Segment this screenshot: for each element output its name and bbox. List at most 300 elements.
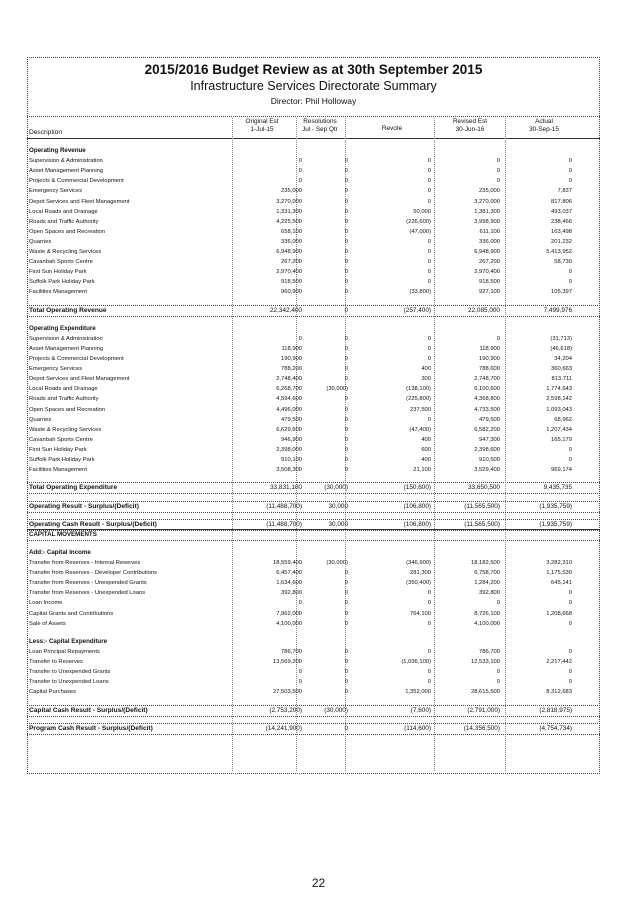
row-label: Local Roads and Drainage xyxy=(29,386,98,393)
cell-actual: (1,935,759) xyxy=(539,520,572,528)
table-row xyxy=(27,287,600,297)
cell-resolutions: 0 xyxy=(344,590,348,597)
cell-original-est: 3,508,300 xyxy=(276,467,302,474)
cell-actual: 0 xyxy=(568,669,572,676)
cell-revised-est: 918,500 xyxy=(479,279,500,286)
row-label: Supervision & Administration xyxy=(29,335,103,342)
section-rule xyxy=(27,540,600,541)
cell-revised-est: 479,500 xyxy=(479,416,500,423)
cell-revote: 300 xyxy=(421,376,431,383)
row-label: First Sun Holiday Park xyxy=(29,446,87,453)
cell-resolutions: 0 xyxy=(344,406,348,413)
table-row xyxy=(27,374,600,384)
row-label: Roads and Traffic Authority xyxy=(29,218,99,225)
row-label: Emergency Services xyxy=(29,188,83,195)
table-row xyxy=(27,207,600,217)
cell-actual: 493,037 xyxy=(551,208,572,215)
cell-revised-est: 0 xyxy=(496,168,500,175)
cell-original-est: 1,331,300 xyxy=(276,208,302,215)
cell-revote: (226,600) xyxy=(406,218,431,225)
cell-resolutions: 0 xyxy=(344,659,348,666)
cell-original-est: 0 xyxy=(298,669,302,676)
cell-revised-est: 3,270,000 xyxy=(474,198,500,205)
cell-revised-est: 2,970,400 xyxy=(474,269,500,276)
table-row xyxy=(27,619,600,629)
cell-revote: 0 xyxy=(427,158,431,165)
cell-revised-est: 6,948,900 xyxy=(474,249,500,255)
cell-resolutions: (30,000) xyxy=(326,386,348,393)
table-row xyxy=(27,394,600,404)
cell-actual: 0 xyxy=(568,269,572,276)
cell-resolutions: 30,000 xyxy=(328,520,348,528)
section-heading xyxy=(27,637,600,647)
cell-revote: 764,100 xyxy=(410,610,431,617)
cell-actual: (4,754,734) xyxy=(539,724,572,732)
cell-resolutions: 0 xyxy=(344,689,348,696)
cell-revised-est: 4,733,500 xyxy=(474,406,500,413)
cell-actual: 0 xyxy=(568,648,572,655)
cell-revote: 1,352,000 xyxy=(405,689,431,696)
cell-original-est: 7,962,000 xyxy=(276,610,302,617)
row-label: Transfer to Unexpended Loans xyxy=(29,679,109,686)
row-label: Operating Expenditure xyxy=(29,324,96,332)
row-label: Asset Management Planning xyxy=(29,168,104,175)
cell-original-est: 0 xyxy=(298,178,302,185)
cell-resolutions: (30,000) xyxy=(324,484,348,492)
cell-original-est: 33,831,100 xyxy=(270,484,302,492)
row-label: Supervision & Administration xyxy=(29,158,103,165)
cell-actual: 8,312,683 xyxy=(546,689,572,696)
cell-revote: 0 xyxy=(427,279,431,286)
cell-revised-est: (11,565,500) xyxy=(464,520,500,528)
cell-actual: 68,962 xyxy=(554,416,572,423)
row-label: Open Spaces and Recreation xyxy=(29,228,106,235)
cell-resolutions: 0 xyxy=(344,259,348,266)
cell-original-est: 190,900 xyxy=(281,356,302,363)
cell-resolutions: 0 xyxy=(344,289,348,296)
cell-actual: 0 xyxy=(568,168,572,175)
cell-revote: 0 xyxy=(427,356,431,363)
row-label: Depot Services and Fleet Management xyxy=(29,376,130,383)
cell-revote: 0 xyxy=(427,188,431,195)
cell-resolutions: 0 xyxy=(344,178,348,185)
cell-resolutions: 0 xyxy=(344,610,348,617)
cell-original-est: 788,200 xyxy=(281,366,302,373)
row-label: Facilities Management xyxy=(29,467,87,474)
cell-resolutions: 0 xyxy=(344,366,348,373)
table-row xyxy=(27,257,600,267)
cell-revised-est: 947,300 xyxy=(479,436,500,443)
cell-revote: 400 xyxy=(421,366,431,373)
cell-original-est: 2,398,000 xyxy=(276,446,302,453)
cell-revote: 0 xyxy=(427,238,431,245)
table-row xyxy=(27,667,600,677)
row-label: Facilities Management xyxy=(29,289,87,296)
cell-actual: 34,204 xyxy=(554,356,572,363)
cell-original-est: 392,800 xyxy=(281,590,302,597)
row-label: Operating Cash Result - Surplus/(Deficit) xyxy=(29,520,157,528)
table-row xyxy=(27,465,600,475)
cell-actual: 0 xyxy=(568,679,572,686)
cell-actual: 2,598,142 xyxy=(546,396,572,403)
cell-original-est: 946,900 xyxy=(281,436,302,443)
table-row xyxy=(27,455,600,465)
table-row xyxy=(27,405,600,415)
cell-revote: 237,500 xyxy=(410,406,431,413)
cell-original-est: 235,000 xyxy=(281,188,302,195)
col-revote: Revote xyxy=(381,125,403,132)
cell-revote: (47,000) xyxy=(409,228,431,235)
row-label: Program Cash Result - Surplus/(Deficit) xyxy=(29,724,153,732)
row-label: Suffolk Park Holiday Park xyxy=(29,279,95,286)
row-label: Sale of Assets xyxy=(29,620,66,627)
cell-resolutions: 0 xyxy=(344,620,348,627)
table-row xyxy=(27,197,600,207)
cell-original-est: 0 xyxy=(298,168,302,175)
col-description: Description xyxy=(29,129,62,136)
col-actual-date: 30-Sep-15 xyxy=(529,125,559,133)
row-label: Quarries xyxy=(29,238,52,245)
cell-resolutions: 0 xyxy=(344,269,348,276)
cell-actual: 201,232 xyxy=(551,238,572,245)
cell-original-est: 0 xyxy=(298,600,302,607)
cell-revised-est: 2,398,600 xyxy=(474,446,500,453)
cell-resolutions: 0 xyxy=(344,416,348,423)
table-row xyxy=(27,176,600,186)
cell-original-est: 13,569,200 xyxy=(272,659,302,666)
cell-revote: (7,600) xyxy=(410,706,431,714)
cell-actual: 1,207,434 xyxy=(546,426,572,433)
cell-actual: (31,713) xyxy=(550,335,572,342)
cell-original-est: 4,496,000 xyxy=(276,406,302,413)
cell-original-est: 267,200 xyxy=(281,259,302,266)
cell-original-est: 4,100,000 xyxy=(276,620,302,627)
total-rule xyxy=(27,305,600,306)
cell-resolutions: 0 xyxy=(344,570,348,577)
cell-revised-est: 28,615,500 xyxy=(470,689,500,696)
cell-original-est: 0 xyxy=(298,158,302,165)
cell-revote: 0 xyxy=(427,168,431,175)
cell-revised-est: 1,284,200 xyxy=(474,580,500,587)
cell-revised-est: 4,100,000 xyxy=(474,620,500,627)
cell-revote: (225,800) xyxy=(406,396,431,403)
cell-resolutions: 0 xyxy=(344,238,348,245)
cell-revote: 400 xyxy=(421,436,431,443)
row-label: Waste & Recycling Services xyxy=(29,426,102,433)
cell-revote: 0 xyxy=(427,679,431,686)
cell-revised-est: 788,600 xyxy=(479,366,500,373)
row-label: Less:- Capital Expenditure xyxy=(29,637,108,645)
cell-actual: (46,618) xyxy=(550,345,572,352)
cell-resolutions: 0 xyxy=(344,457,348,464)
cell-actual: 645,141 xyxy=(551,580,572,587)
table-row xyxy=(27,156,600,166)
cell-resolutions: 0 xyxy=(344,356,348,363)
cell-revote: (47,400) xyxy=(409,426,431,433)
row-label: Operating Revenue xyxy=(29,147,86,154)
cell-revised-est: 0 xyxy=(496,158,500,165)
row-label: Loan Income xyxy=(29,600,63,607)
section-heading xyxy=(27,324,600,334)
page-number: 22 xyxy=(311,876,326,890)
col-resolutions-title: Resolutions xyxy=(303,118,337,125)
total-rule xyxy=(27,316,600,317)
cell-revote: (114,600) xyxy=(404,724,431,732)
row-label: Transfer from Reserves - Developer Contributions xyxy=(29,570,158,577)
cell-original-est: 0 xyxy=(298,679,302,686)
cell-original-est: 27,503,500 xyxy=(272,689,302,696)
cell-revised-est: 267,200 xyxy=(479,259,500,266)
cell-revote: 0 xyxy=(427,590,431,597)
cell-revote: (106,800) xyxy=(403,520,431,528)
col-actual-title: Actual xyxy=(535,118,553,125)
cell-revote: 0 xyxy=(427,669,431,676)
cell-revote: (33,800) xyxy=(409,289,431,296)
col-resolutions-date: Jul - Sep Qtr xyxy=(302,125,338,133)
cell-revised-est: 0 xyxy=(496,335,500,342)
cell-revote: 0 xyxy=(427,269,431,276)
table-row xyxy=(27,384,600,394)
total-row xyxy=(27,306,600,316)
cell-original-est: (11,488,700) xyxy=(266,520,302,528)
cell-actual: 7,499,976 xyxy=(543,306,572,314)
cell-revised-est: 12,533,100 xyxy=(470,659,500,666)
table-row xyxy=(27,435,600,445)
cell-original-est: 910,100 xyxy=(281,457,302,464)
cell-resolutions: 0 xyxy=(344,208,348,215)
cell-actual: 0 xyxy=(568,620,572,627)
cell-revote: (106,800) xyxy=(403,502,431,510)
row-label: Transfer from Reserves - Unexpended Grants xyxy=(29,580,147,587)
row-label: Depot Services and Fleet Management xyxy=(29,198,130,205)
cell-resolutions: 0 xyxy=(344,679,348,686)
table-row xyxy=(27,445,600,455)
cell-revote: 21,100 xyxy=(413,467,431,474)
cell-original-est: 786,700 xyxy=(281,648,302,655)
page-title: 2015/2016 Budget Review as at 30th September 2015 xyxy=(144,62,483,77)
col-revised-title: Revised Est xyxy=(452,118,488,125)
table-row xyxy=(27,277,600,287)
cell-original-est: 3,270,000 xyxy=(276,198,302,205)
cell-original-est: (11,488,700) xyxy=(266,502,302,510)
cell-original-est: 22,342,400 xyxy=(270,306,302,314)
total-rule xyxy=(27,493,600,494)
total-row xyxy=(27,483,600,493)
cell-actual: 0 xyxy=(568,178,572,185)
cell-resolutions: 0 xyxy=(344,600,348,607)
cell-actual: 58,730 xyxy=(554,259,572,266)
cell-original-est: 479,500 xyxy=(281,416,302,423)
row-label: Capital Purchases xyxy=(29,689,77,696)
cell-revised-est: (11,565,500) xyxy=(464,502,500,510)
table-row xyxy=(27,677,600,687)
total-rule xyxy=(27,519,600,520)
cell-revised-est: (14,356,500) xyxy=(463,724,500,732)
col-original-date: 1-Jul-15 xyxy=(250,125,274,133)
cell-resolutions: 0 xyxy=(344,279,348,286)
cell-revised-est: 33,650,500 xyxy=(468,484,500,492)
cell-revote: 600 xyxy=(421,446,431,453)
cell-resolutions: 0 xyxy=(344,188,348,195)
cell-original-est: 118,900 xyxy=(281,345,302,352)
table-row xyxy=(27,237,600,247)
total-rule xyxy=(27,723,600,724)
cell-revote: 0 xyxy=(427,335,431,342)
cell-revised-est: 22,085,000 xyxy=(468,306,500,314)
cell-revote: 0 xyxy=(427,620,431,627)
cell-resolutions: 0 xyxy=(344,396,348,403)
table-row xyxy=(27,247,600,257)
cell-actual: 0 xyxy=(568,158,572,165)
cell-revote: (257,400) xyxy=(403,306,431,314)
cell-original-est: (2,753,200) xyxy=(269,706,302,714)
cell-revote: (150,600) xyxy=(403,484,431,492)
cell-original-est: 2,970,400 xyxy=(276,269,302,276)
table-row xyxy=(27,568,600,578)
cell-actual: 105,397 xyxy=(551,289,572,296)
section-rule xyxy=(27,529,600,530)
cell-revote: 0 xyxy=(427,178,431,185)
cell-original-est: 6,268,700 xyxy=(276,386,302,393)
row-label: CAPITAL MOVEMENTS xyxy=(29,530,97,538)
cell-actual: 0 xyxy=(568,600,572,607)
cell-revised-est: 2,748,700 xyxy=(474,376,500,383)
cell-revised-est: 4,368,800 xyxy=(474,396,500,403)
cell-original-est: 6,457,400 xyxy=(276,570,302,577)
table-row xyxy=(27,598,600,608)
cell-resolutions: 0 xyxy=(344,376,348,383)
row-label: Transfer to Reserves xyxy=(29,659,83,666)
cell-revised-est: 18,182,500 xyxy=(470,560,500,567)
cell-actual: 0 xyxy=(568,279,572,286)
cell-resolutions: (30,000) xyxy=(324,706,348,714)
cell-resolutions: 0 xyxy=(344,648,348,655)
cell-revised-est: 235,000 xyxy=(479,188,500,195)
table-row xyxy=(27,354,600,364)
table-row xyxy=(27,425,600,435)
cell-actual: 1,208,668 xyxy=(546,610,572,617)
row-label: Projects & Commercial Development xyxy=(29,356,124,363)
cell-revised-est: 336,000 xyxy=(479,238,500,245)
cell-actual: 9,435,735 xyxy=(543,484,572,492)
cell-revote: 0 xyxy=(427,648,431,655)
cell-actual: 1,774,643 xyxy=(546,386,572,393)
section-heading xyxy=(27,146,600,156)
cell-actual: 163,498 xyxy=(551,228,572,235)
row-label: Projects & Commercial Development xyxy=(29,178,124,185)
row-label: Emergency Services xyxy=(29,366,83,373)
cell-actual: 7,837 xyxy=(557,188,572,195)
cell-revote: 0 xyxy=(427,198,431,205)
total-rule xyxy=(27,734,600,735)
total-rule xyxy=(27,512,600,513)
cell-resolutions: 0 xyxy=(344,669,348,676)
cell-resolutions: 0 xyxy=(344,228,348,235)
cell-revised-est: 3,998,900 xyxy=(474,218,500,225)
section-heading xyxy=(27,548,600,558)
cell-actual: 2,217,442 xyxy=(546,659,572,666)
row-label: Cavanbah Sports Centre xyxy=(29,436,93,443)
cell-revote: 0 xyxy=(427,600,431,607)
table-row xyxy=(27,267,600,277)
cell-revised-est: 611,100 xyxy=(479,228,500,235)
cell-resolutions: 0 xyxy=(344,249,348,255)
cell-original-est: (14,241,900) xyxy=(265,724,302,732)
cell-actual: 1,093,043 xyxy=(546,406,572,413)
cell-resolutions: 0 xyxy=(344,168,348,175)
cell-revote: 0 xyxy=(427,345,431,352)
row-label: Cavanbah Sports Centre xyxy=(29,259,93,266)
row-label: Local Roads and Drainage xyxy=(29,208,98,215)
total-row xyxy=(27,502,600,512)
table-row xyxy=(27,687,600,697)
cell-actual: (1,935,759) xyxy=(539,502,572,510)
cell-revised-est: 6,758,700 xyxy=(474,570,500,577)
table-row xyxy=(27,578,600,588)
cell-revote: (1,036,100) xyxy=(401,659,431,666)
cell-resolutions: 0 xyxy=(344,467,348,474)
table-row xyxy=(27,609,600,619)
table-row xyxy=(27,588,600,598)
row-label: Total Operating Revenue xyxy=(29,306,107,314)
cell-original-est: 2,748,400 xyxy=(276,376,302,383)
cell-resolutions: 0 xyxy=(344,446,348,453)
row-label: Asset Management Planning xyxy=(29,345,104,352)
cell-revised-est: 0 xyxy=(496,679,500,686)
cell-actual: (2,818,975) xyxy=(539,706,572,714)
total-row xyxy=(27,724,600,734)
cell-revised-est: 910,500 xyxy=(479,457,500,464)
cell-original-est: 6,629,600 xyxy=(276,426,302,433)
cell-actual: 969,174 xyxy=(551,467,572,474)
cell-resolutions: 0 xyxy=(344,426,348,433)
cell-actual: 0 xyxy=(568,446,572,453)
cell-resolutions: 30,000 xyxy=(328,502,348,510)
cell-revote: (138,100) xyxy=(406,386,431,393)
row-label: Total Operating Expenditure xyxy=(29,484,118,492)
row-label: Transfer from Reserves - Unexpended Loans xyxy=(29,590,146,597)
cell-revised-est: 6,100,600 xyxy=(474,386,500,393)
total-rule xyxy=(27,501,600,502)
cell-original-est: 4,594,600 xyxy=(276,396,302,403)
table-row xyxy=(27,334,600,344)
cell-revised-est: 786,700 xyxy=(479,648,500,655)
table-row xyxy=(27,415,600,425)
table-row xyxy=(27,647,600,657)
cell-revote: 0 xyxy=(427,259,431,266)
cell-revote: 0 xyxy=(427,249,431,255)
cell-original-est: 960,900 xyxy=(281,289,302,296)
cell-revised-est: 8,726,100 xyxy=(474,610,500,617)
cell-resolutions: 0 xyxy=(344,218,348,225)
row-label: Loan Principal Repayments xyxy=(29,648,100,655)
cell-actual: 817,806 xyxy=(551,198,572,205)
row-label: Roads and Traffic Authority xyxy=(29,396,99,403)
cell-revised-est: 3,529,400 xyxy=(474,467,500,474)
cell-resolutions: 0 xyxy=(344,345,348,352)
row-label: Transfer from Reserves - Internal Reserves xyxy=(29,560,141,567)
table-row xyxy=(27,166,600,176)
cell-actual: 360,663 xyxy=(551,366,572,373)
row-label: Waste & Recycling Services xyxy=(29,249,102,255)
cell-revote: 50,000 xyxy=(413,208,431,215)
page-subtitle: Infrastructure Services Directorate Summary xyxy=(190,79,437,93)
row-label: Suffolk Park Holiday Park xyxy=(29,457,95,464)
row-label: Transfer to Unexpended Grants xyxy=(29,669,111,676)
col-revised-date: 30-Jun-16 xyxy=(455,125,485,133)
table-row xyxy=(27,558,600,568)
table-row xyxy=(27,344,600,354)
